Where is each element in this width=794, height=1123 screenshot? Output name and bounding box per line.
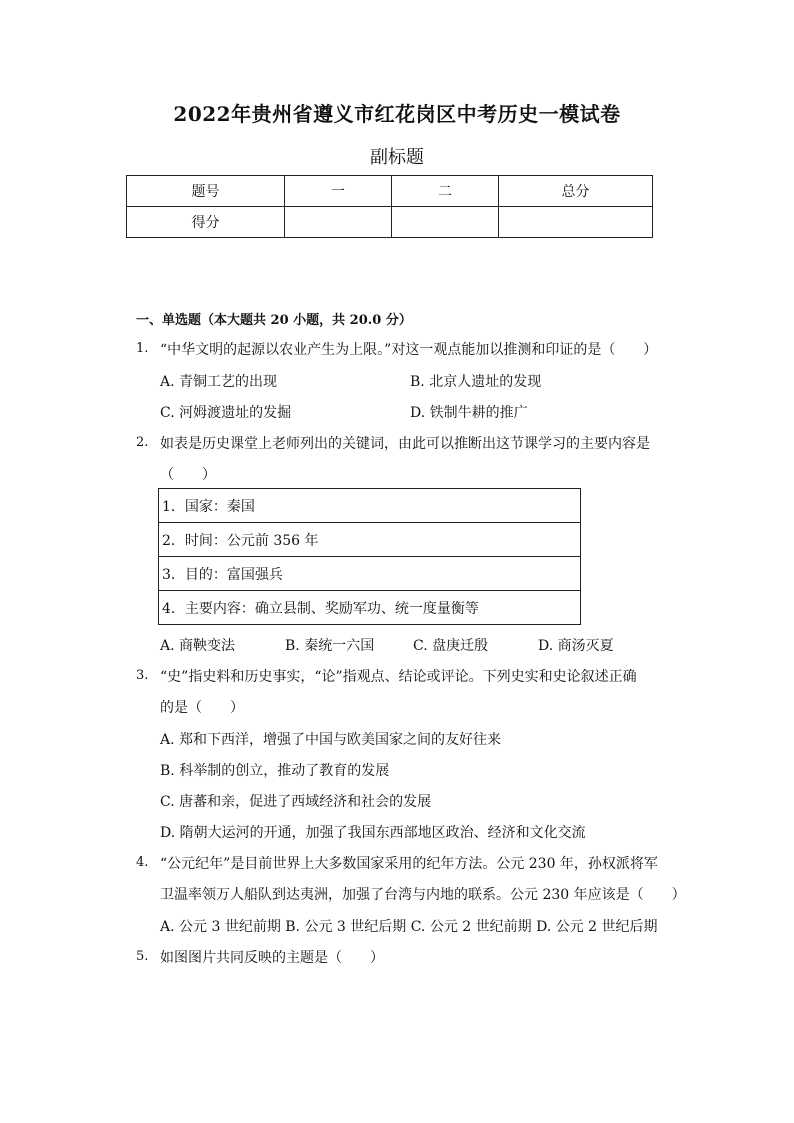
question-number: 1. [136, 341, 149, 356]
keyword-row [159, 591, 581, 625]
score-header-cell: 题号 [127, 176, 285, 207]
question-4-text-line2: 卫温率领万人船队到达夷洲，加强了台湾与内地的联系。公元 230 年应该是（ ） [160, 887, 686, 903]
score-table [126, 175, 653, 238]
q2-option-a: A. 商鞅变法 [160, 638, 236, 654]
question-number: 4. [136, 855, 149, 870]
keyword-cell: 3．目的：富国强兵 [159, 557, 581, 591]
keyword-row [159, 557, 581, 591]
q4-options: A. 公元 3 世纪前期 B. 公元 3 世纪后期 C. 公元 2 世纪前期 D. 公元 2 世纪后期 [160, 919, 658, 935]
question-number: 5. [136, 949, 149, 964]
question-2-text-line2: （ ） [160, 467, 216, 483]
exam-subtitle: 副标题 [370, 147, 424, 168]
score-header-cell: 一 [285, 176, 392, 207]
section-heading: 一、单选题（本大题共 20 小题，共 20.0 分） [136, 313, 412, 328]
keyword-row [159, 523, 581, 557]
keyword-cell: 4．主要内容：确立县制、奖励军功、统一度量衡等 [159, 591, 581, 625]
keyword-cell: 2．时间：公元前 356 年 [159, 523, 581, 557]
score-table-header-row [127, 176, 653, 207]
q3-option-d: D. 隋朝大运河的开通，加强了我国东西部地区政治、经济和文化交流 [160, 825, 586, 841]
question-3-text-line2: 的是（ ） [160, 700, 244, 716]
question-5-text: 如图图片共同反映的主题是（ ） [160, 950, 384, 966]
score-header-cell: 二 [392, 176, 499, 207]
keyword-row [159, 489, 581, 523]
score-table-score-row [127, 207, 653, 238]
score-cell [285, 207, 392, 238]
question-1-text: “中华文明的起源以农业产生为上限。”对这一观点能加以推测和印证的是（ ） [160, 342, 658, 358]
q1-option-c: C. 河姆渡遗址的发掘 [160, 405, 292, 421]
score-row-label: 得分 [127, 207, 285, 238]
exam-title: 2022年贵州省遵义市红花岗区中考历史一模试卷 [173, 102, 621, 126]
q1-option-d: D. 铁制牛耕的推广 [410, 405, 528, 421]
question-4-text-line1: “公元纪年”是目前世界上大多数国家采用的纪年方法。公元 230 年，孙权派将军 [160, 856, 658, 872]
q3-option-a: A. 郑和下西洋，增强了中国与欧美国家之间的友好往来 [160, 732, 502, 748]
q2-option-b: B. 秦统一六国 [285, 638, 375, 654]
q3-option-b: B. 科举制的创立，推动了教育的发展 [160, 763, 390, 779]
question-3-text-line1: “史”指史料和历史事实，“论”指观点、结论或评论。下列史实和史论叙述正确 [160, 669, 637, 685]
keyword-cell: 1．国家：秦国 [159, 489, 581, 523]
q2-option-c: C. 盘庚迁殷 [413, 638, 489, 654]
score-cell [392, 207, 499, 238]
question-2-text-line1: 如表是历史课堂上老师列出的关键词，由此可以推断出这节课学习的主要内容是 [160, 436, 650, 452]
score-cell [499, 207, 653, 238]
question-number: 2. [136, 435, 149, 450]
q1-option-a: A. 青铜工艺的出现 [160, 374, 278, 390]
q1-option-b: B. 北京人遗址的发现 [410, 374, 542, 390]
question-number: 3. [136, 668, 149, 683]
q3-option-c: C. 唐蕃和亲，促进了西域经济和社会的发展 [160, 794, 432, 810]
score-header-cell: 总分 [499, 176, 653, 207]
q2-option-d: D. 商汤灭夏 [538, 638, 614, 654]
keyword-table [158, 488, 581, 625]
